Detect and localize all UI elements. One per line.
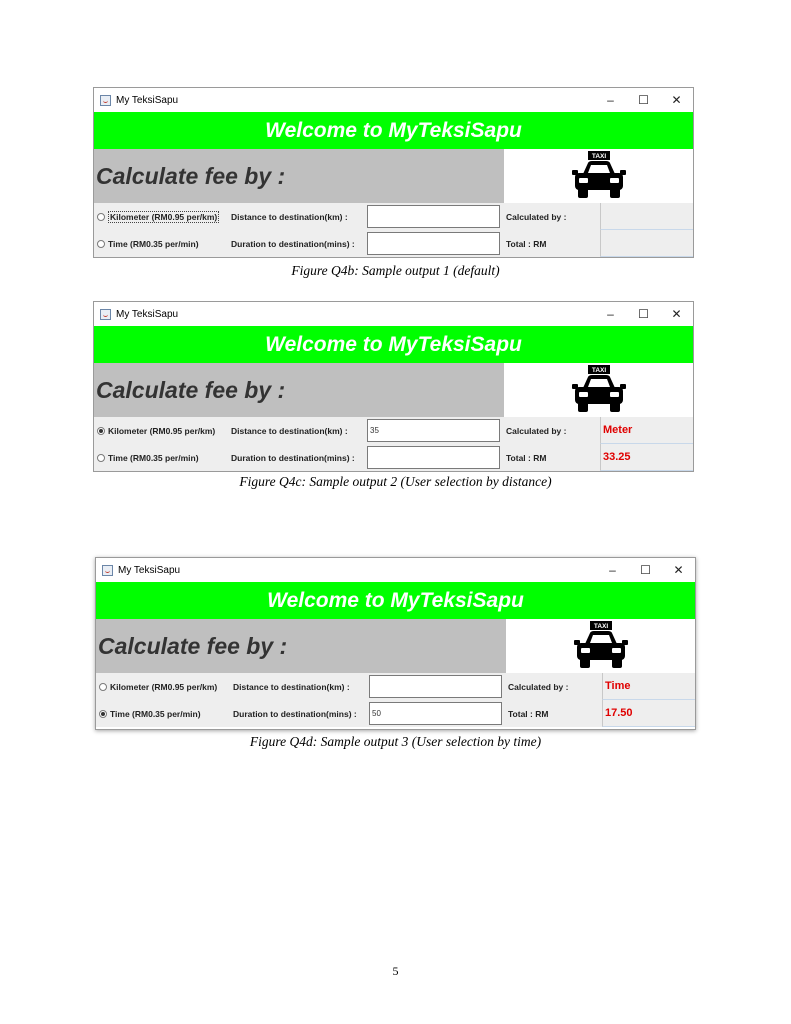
distance-input[interactable]: 35 (367, 419, 500, 442)
close-button[interactable]: ✕ (673, 563, 684, 577)
time-radio[interactable] (94, 230, 229, 257)
welcome-banner: Welcome to MyTeksiSapu (94, 326, 693, 363)
kilometer-radio-label: Kilometer (RM0.95 per/km) (110, 211, 218, 222)
title-bar[interactable] (96, 558, 695, 582)
total-value: 33.25 (600, 444, 693, 471)
maximize-button[interactable]: ☐ (638, 307, 649, 321)
kilometer-radio[interactable] (94, 417, 229, 444)
distance-label: Distance to destination(km) : (233, 681, 350, 692)
kilometer-radio-label: Kilometer (RM0.95 per/km) (108, 425, 216, 436)
figure-caption: Figure Q4b: Sample output 1 (default) (291, 263, 500, 278)
taxi-image (504, 149, 693, 203)
radio-unchecked-icon[interactable] (97, 454, 105, 462)
java-app-icon (102, 565, 113, 576)
total-label: Total : RM (508, 708, 549, 719)
taxi-image (506, 619, 695, 673)
total-label: Total : RM (506, 452, 547, 463)
kilometer-radio[interactable] (96, 673, 231, 700)
title-bar[interactable] (94, 302, 693, 326)
calculated-by-value: Meter (600, 417, 693, 444)
total-value: 17.50 (602, 700, 695, 727)
time-radio-label: Time (RM0.35 per/min) (110, 708, 201, 719)
window-title: My TeksiSapu (116, 308, 179, 320)
maximize-button[interactable]: ☐ (640, 563, 651, 577)
duration-input[interactable] (367, 232, 500, 255)
duration-label: Duration to destination(mins) : (231, 238, 355, 249)
duration-label: Duration to destination(mins) : (231, 452, 355, 463)
radio-checked-icon[interactable] (99, 710, 107, 718)
kilometer-radio[interactable] (94, 203, 229, 230)
minimize-button[interactable]: – (607, 93, 614, 107)
taxi-image (504, 363, 693, 417)
svg-text:TAXI: TAXI (591, 367, 606, 375)
duration-label: Duration to destination(mins) : (233, 708, 357, 719)
calculated-by-value: Time (602, 673, 695, 700)
total-label: Total : RM (506, 238, 547, 249)
window-title: My TeksiSapu (116, 94, 179, 106)
calculate-fee-label: Calculate fee by : (94, 363, 504, 417)
close-button[interactable]: ✕ (671, 307, 682, 321)
taxi-icon (569, 364, 629, 416)
title-bar[interactable] (94, 88, 693, 112)
total-value (600, 230, 693, 257)
page-number: 5 (392, 964, 399, 978)
distance-label: Distance to destination(km) : (231, 211, 348, 222)
figure-caption: Figure Q4d: Sample output 3 (User selection by time) (249, 734, 542, 749)
kilometer-radio-label: Kilometer (RM0.95 per/km) (110, 681, 218, 692)
app-window-time (95, 557, 696, 730)
calculated-by-value (600, 203, 693, 230)
minimize-button[interactable]: – (607, 307, 614, 321)
app-window-distance (93, 301, 694, 472)
minimize-button[interactable]: – (609, 563, 616, 577)
maximize-button[interactable]: ☐ (638, 93, 649, 107)
svg-text:TAXI: TAXI (591, 153, 606, 161)
radio-unchecked-icon[interactable] (97, 240, 105, 248)
time-radio[interactable] (94, 444, 229, 471)
taxi-icon (569, 150, 629, 202)
figure-caption: Figure Q4c: Sample output 2 (User selection by distance) (239, 474, 552, 489)
taxi-icon (571, 620, 631, 672)
distance-input[interactable] (367, 205, 500, 228)
duration-input[interactable]: 50 (369, 702, 502, 725)
calculate-fee-label: Calculate fee by : (94, 149, 504, 203)
welcome-banner: Welcome to MyTeksiSapu (96, 582, 695, 619)
calculated-by-label: Calculated by : (506, 425, 567, 436)
time-radio-label: Time (RM0.35 per/min) (108, 238, 199, 249)
radio-unchecked-icon[interactable] (97, 213, 105, 221)
radio-unchecked-icon[interactable] (99, 683, 107, 691)
distance-label: Distance to destination(km) : (231, 425, 348, 436)
window-title: My TeksiSapu (118, 564, 181, 576)
duration-input[interactable] (367, 446, 500, 469)
distance-input[interactable] (369, 675, 502, 698)
svg-text:TAXI: TAXI (593, 623, 608, 631)
time-radio[interactable] (96, 700, 231, 727)
radio-checked-icon[interactable] (97, 427, 105, 435)
java-app-icon (100, 95, 111, 106)
welcome-banner: Welcome to MyTeksiSapu (94, 112, 693, 149)
calculate-fee-label: Calculate fee by : (96, 619, 506, 673)
app-window-default (93, 87, 694, 258)
close-button[interactable]: ✕ (671, 93, 682, 107)
java-app-icon (100, 309, 111, 320)
time-radio-label: Time (RM0.35 per/min) (108, 452, 199, 463)
calculated-by-label: Calculated by : (506, 211, 567, 222)
calculated-by-label: Calculated by : (508, 681, 569, 692)
